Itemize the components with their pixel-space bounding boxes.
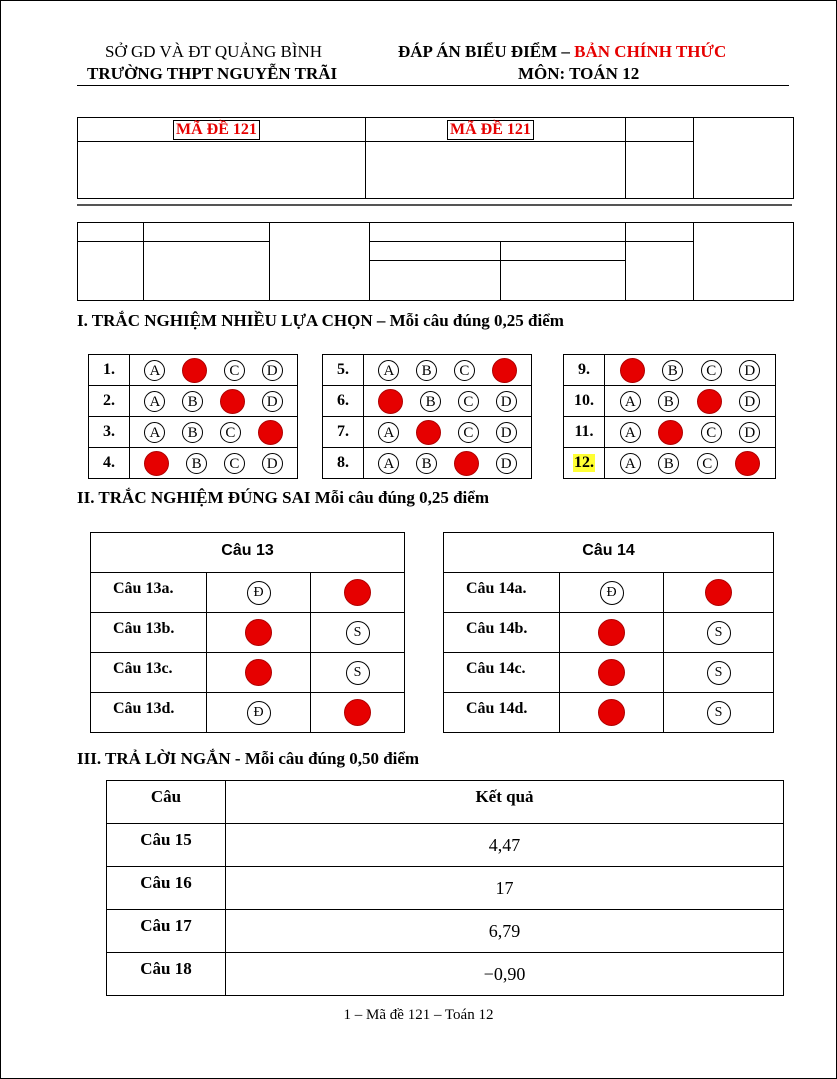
question-number-text: 8. xyxy=(337,454,349,471)
column-header-result: Kết quả xyxy=(475,787,534,806)
header-left-line2: TRƯỜNG THPT NGUYỄN TRÃI xyxy=(87,64,338,83)
true-cell xyxy=(207,573,311,612)
code-grid-col-line xyxy=(625,117,626,198)
answer-options xyxy=(364,358,531,383)
option-bubble-a: A xyxy=(144,391,165,412)
true-false-table xyxy=(443,532,774,733)
selected-answer-bubble xyxy=(258,420,283,445)
option-bubble-b: B xyxy=(658,391,679,412)
table-row xyxy=(91,653,404,693)
true-cell xyxy=(560,613,664,652)
false-cell xyxy=(664,693,773,732)
code-grid-row-line xyxy=(77,141,694,142)
option-bubble-c: C xyxy=(224,453,245,474)
selected-answer-bubble xyxy=(344,579,371,606)
answer-options xyxy=(364,389,531,414)
option-bubble-a: A xyxy=(378,422,399,443)
selected-answer-bubble xyxy=(245,659,272,686)
selected-answer-bubble xyxy=(598,699,625,726)
option-bubble-c: C xyxy=(701,360,722,381)
question-number xyxy=(89,448,130,478)
mcq-row xyxy=(323,448,531,478)
false-cell xyxy=(311,573,404,612)
column-header-question: Câu xyxy=(107,781,226,823)
empty-grid xyxy=(77,222,794,301)
answer-options xyxy=(130,389,297,414)
false-cell xyxy=(664,573,773,612)
statement-label: Câu 14c. xyxy=(444,653,560,692)
mcq-row xyxy=(89,355,297,386)
question-number-text: 12. xyxy=(574,454,594,471)
option-bubble-a: A xyxy=(620,422,641,443)
header-title-official: BẢN CHÍNH THỨC xyxy=(574,42,727,61)
statement-label: Câu 13b. xyxy=(91,613,207,652)
option-bubble-a: A xyxy=(620,453,641,474)
question-number-text: 7. xyxy=(337,423,349,440)
question-number xyxy=(323,448,364,478)
option-bubble-b: B xyxy=(416,360,437,381)
question-number xyxy=(323,386,364,416)
option-bubble: Đ xyxy=(247,581,271,605)
question-number-text: 11. xyxy=(574,423,594,440)
mcq-row xyxy=(323,386,531,417)
option-bubble-c: C xyxy=(458,391,479,412)
empty-grid-line xyxy=(369,222,370,300)
question-number-text: 3. xyxy=(103,423,115,440)
table-row xyxy=(444,693,773,732)
option-bubble-a: A xyxy=(620,391,641,412)
selected-answer-bubble xyxy=(182,358,207,383)
option-bubble-b: B xyxy=(182,422,203,443)
option-bubble: S xyxy=(707,661,731,685)
question-number-text: 4. xyxy=(103,454,115,471)
option-bubble-d: D xyxy=(262,391,283,412)
true-cell xyxy=(207,693,311,732)
mcq-table xyxy=(322,354,532,479)
question-number-text: 1. xyxy=(103,361,115,378)
empty-grid-line xyxy=(625,222,626,300)
option-bubble-b: B xyxy=(416,453,437,474)
question-number xyxy=(564,448,605,478)
answer-value: 4,47 xyxy=(488,835,521,855)
statement-label: Câu 14b. xyxy=(444,613,560,652)
selected-answer-bubble xyxy=(416,420,441,445)
selected-answer-bubble xyxy=(735,451,760,476)
selected-answer-bubble xyxy=(144,451,169,476)
selected-answer-bubble xyxy=(378,389,403,414)
group-title: Câu 13 xyxy=(91,533,404,573)
option-bubble-c: C xyxy=(697,453,718,474)
table-row xyxy=(107,867,783,910)
question-number-text: 10. xyxy=(574,392,594,409)
option-bubble-d: D xyxy=(739,360,760,381)
header-title-main: ĐÁP ÁN BIỂU ĐIỂM – xyxy=(398,42,575,61)
header-right-title xyxy=(398,42,726,62)
header-divider xyxy=(77,85,789,86)
option-bubble-c: C xyxy=(701,422,722,443)
mcq-row xyxy=(564,448,775,478)
option-bubble-c: C xyxy=(220,422,241,443)
selected-answer-bubble xyxy=(454,451,479,476)
code-grid-col-line xyxy=(693,117,694,198)
header-subject: MÔN: TOÁN 12 xyxy=(518,64,640,83)
statement-label: Câu 13a. xyxy=(91,573,207,612)
false-cell xyxy=(311,693,404,732)
selected-answer-bubble xyxy=(705,579,732,606)
mcq-row xyxy=(564,386,775,417)
true-false-table xyxy=(90,532,405,733)
option-bubble: S xyxy=(707,621,731,645)
question-number xyxy=(89,417,130,447)
answer-options xyxy=(605,389,775,414)
group-title: Câu 14 xyxy=(444,533,773,573)
double-divider xyxy=(77,204,792,206)
option-bubble-a: A xyxy=(144,360,165,381)
mcq-row xyxy=(89,386,297,417)
statement-label: Câu 13c. xyxy=(91,653,207,692)
option-bubble-d: D xyxy=(262,360,283,381)
empty-grid-line xyxy=(369,241,693,242)
true-cell xyxy=(560,573,664,612)
page-footer: 1 – Mã đề 121 – Toán 12 xyxy=(343,1007,494,1023)
option-bubble-c: C xyxy=(454,360,475,381)
selected-answer-bubble xyxy=(697,389,722,414)
answer-options xyxy=(130,420,297,445)
question-label: Câu 15 xyxy=(107,824,226,866)
false-cell xyxy=(311,653,404,692)
option-bubble-a: A xyxy=(144,422,165,443)
empty-grid-line xyxy=(369,260,625,261)
question-number xyxy=(323,355,364,385)
option-bubble: S xyxy=(707,701,731,725)
statement-label: Câu 14a. xyxy=(444,573,560,612)
exam-code-label: MÃ ĐỀ 121 xyxy=(447,120,534,140)
statement-label: Câu 14d. xyxy=(444,693,560,732)
option-bubble-c: C xyxy=(458,422,479,443)
empty-grid-line xyxy=(143,222,144,300)
question-number-text: 2. xyxy=(103,392,115,409)
answer-value: −0,90 xyxy=(483,964,526,984)
table-row xyxy=(444,613,773,653)
table-row xyxy=(107,953,783,995)
option-bubble-b: B xyxy=(658,453,679,474)
mcq-row xyxy=(89,417,297,448)
false-cell xyxy=(664,613,773,652)
question-number-text: 6. xyxy=(337,392,349,409)
mcq-row xyxy=(564,417,775,448)
mcq-row xyxy=(323,417,531,448)
answer-options xyxy=(130,451,297,476)
selected-answer-bubble xyxy=(620,358,645,383)
true-cell xyxy=(207,653,311,692)
empty-grid-line xyxy=(269,222,270,300)
question-number xyxy=(89,355,130,385)
question-number xyxy=(564,386,605,416)
table-row xyxy=(444,653,773,693)
section3-title: III. TRẢ LỜI NGẮN - Mỗi câu đúng 0,50 điểm xyxy=(77,749,420,768)
selected-answer-bubble xyxy=(658,420,683,445)
question-label: Câu 17 xyxy=(107,910,226,952)
question-number-text: 9. xyxy=(578,361,590,378)
short-answer-header-row xyxy=(107,781,783,824)
answer-options xyxy=(605,420,775,445)
empty-grid-line xyxy=(500,241,501,300)
mcq-row xyxy=(564,355,775,386)
question-number xyxy=(89,386,130,416)
option-bubble-d: D xyxy=(739,391,760,412)
header-left-line1: SỞ GD VÀ ĐT QUẢNG BÌNH xyxy=(105,42,323,61)
question-number xyxy=(323,417,364,447)
mcq-table xyxy=(563,354,776,479)
empty-grid-line xyxy=(693,222,694,300)
question-number xyxy=(564,355,605,385)
true-cell xyxy=(560,653,664,692)
answer-value: 17 xyxy=(495,878,514,898)
selected-answer-bubble xyxy=(344,699,371,726)
empty-grid-line xyxy=(77,241,269,242)
option-bubble: Đ xyxy=(600,581,624,605)
false-cell xyxy=(664,653,773,692)
option-bubble-d: D xyxy=(739,422,760,443)
option-bubble-a: A xyxy=(378,453,399,474)
true-cell xyxy=(207,613,311,652)
table-row xyxy=(107,910,783,953)
exam-code-label: MÃ ĐỀ 121 xyxy=(173,120,260,140)
code-grid-col-line xyxy=(365,117,366,198)
answer-options xyxy=(130,358,297,383)
selected-answer-bubble xyxy=(492,358,517,383)
question-number xyxy=(564,417,605,447)
option-bubble: S xyxy=(346,661,370,685)
option-bubble: Đ xyxy=(247,701,271,725)
option-bubble-d: D xyxy=(496,391,517,412)
true-cell xyxy=(560,693,664,732)
option-bubble-b: B xyxy=(662,360,683,381)
false-cell xyxy=(311,613,404,652)
question-label: Câu 18 xyxy=(107,953,226,995)
short-answer-table xyxy=(106,780,784,996)
option-bubble-a: A xyxy=(378,360,399,381)
option-bubble-b: B xyxy=(182,391,203,412)
question-number-text: 5. xyxy=(337,361,349,378)
option-bubble-c: C xyxy=(224,360,245,381)
table-row xyxy=(91,613,404,653)
answer-options xyxy=(364,451,531,476)
table-row xyxy=(91,693,404,732)
answer-options xyxy=(605,451,775,476)
mcq-row xyxy=(89,448,297,478)
table-row xyxy=(107,824,783,867)
selected-answer-bubble xyxy=(245,619,272,646)
mcq-row xyxy=(323,355,531,386)
selected-answer-bubble xyxy=(220,389,245,414)
answer-options xyxy=(364,420,531,445)
mcq-table xyxy=(88,354,298,479)
section2-title: II. TRẮC NGHIỆM ĐÚNG SAI Mỗi câu đúng 0,25 điểm xyxy=(77,488,489,507)
question-label: Câu 16 xyxy=(107,867,226,909)
option-bubble-b: B xyxy=(186,453,207,474)
section1-title: I. TRẮC NGHIỆM NHIỀU LỰA CHỌN – Mỗi câu đúng 0,25 điểm xyxy=(77,311,564,330)
statement-label: Câu 13d. xyxy=(91,693,207,732)
table-row xyxy=(91,573,404,613)
option-bubble-d: D xyxy=(496,453,517,474)
answer-value: 6,79 xyxy=(488,921,521,941)
option-bubble-b: B xyxy=(420,391,441,412)
selected-answer-bubble xyxy=(598,619,625,646)
option-bubble-d: D xyxy=(496,422,517,443)
table-row xyxy=(444,573,773,613)
answer-options xyxy=(605,358,775,383)
selected-answer-bubble xyxy=(598,659,625,686)
option-bubble: S xyxy=(346,621,370,645)
option-bubble-d: D xyxy=(262,453,283,474)
